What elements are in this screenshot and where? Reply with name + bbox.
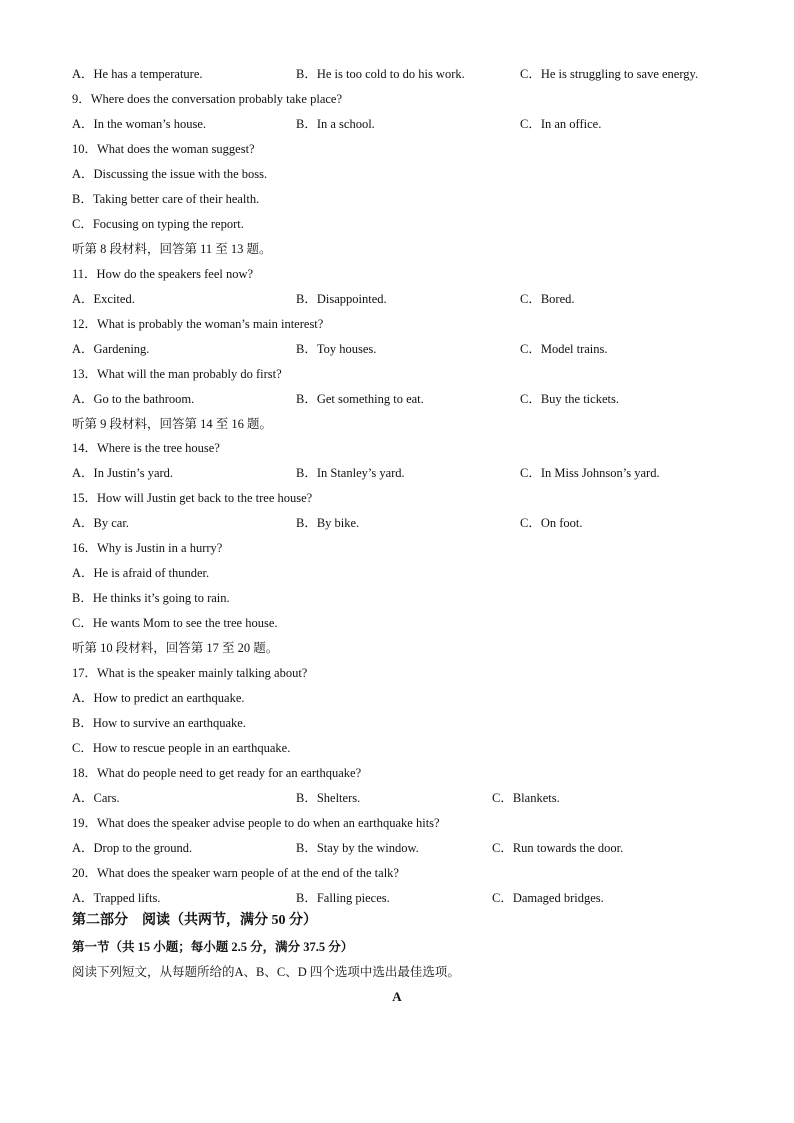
section-intro-9: 听第 9 段材料，回答第 14 至 16 题。 bbox=[72, 417, 273, 431]
q19-option-b: B．Stay by the window. bbox=[296, 841, 419, 855]
passage-label: A bbox=[392, 989, 402, 1004]
q12-option-b: B．Toy houses. bbox=[296, 342, 377, 356]
q12-stem: 12．What is probably the woman’s main interest? bbox=[72, 317, 324, 331]
q12-option-c: C．Model trains. bbox=[520, 342, 608, 356]
q20-option-b: B．Falling pieces. bbox=[296, 891, 390, 905]
q15-option-c: C．On foot. bbox=[520, 516, 583, 530]
q15-option-b: B．By bike. bbox=[296, 516, 360, 530]
q18-option-b: B．Shelters. bbox=[296, 791, 361, 805]
q20-option-c: C．Damaged bridges. bbox=[492, 891, 604, 905]
q9-option-b: B．In a school. bbox=[296, 117, 375, 131]
part2-title: 第二部分 阅读（共两节，满分 50 分） bbox=[72, 913, 317, 928]
q16-option-b: B．He thinks it’s going to rain. bbox=[72, 591, 230, 605]
q19-stem: 19．What does the speaker advise people to do when an earthquake hits? bbox=[72, 816, 440, 830]
q10-option-b: B．Taking better care of their health. bbox=[72, 192, 260, 206]
q17-option-c: C．How to rescue people in an earthquake. bbox=[72, 741, 291, 755]
q8-option-a: A．He has a temperature. bbox=[72, 67, 203, 81]
q17-stem: 17．What is the speaker mainly talking about? bbox=[72, 666, 308, 680]
q11-option-a: A．Excited. bbox=[72, 292, 135, 306]
q13-option-b: B．Get something to eat. bbox=[296, 392, 424, 406]
q13-option-c: C．Buy the tickets. bbox=[520, 392, 619, 406]
q16-option-a: A．He is afraid of thunder. bbox=[72, 566, 210, 580]
q19-option-a: A．Drop to the ground. bbox=[72, 841, 193, 855]
section1-title: 第一节（共 15 小题；每小题 2.5 分，满分 37.5 分） bbox=[72, 940, 354, 954]
q15-option-a: A．By car. bbox=[72, 516, 129, 530]
q18-option-a: A．Cars. bbox=[72, 791, 120, 805]
q15-stem: 15．How will Justin get back to the tree house? bbox=[72, 491, 313, 505]
q14-option-b: B．In Stanley’s yard. bbox=[296, 466, 405, 480]
reading-instruction: 阅读下列短文，从每题所给的A、B、C、D 四个选项中选出最佳选项。 bbox=[72, 965, 460, 979]
q20-stem: 20．What does the speaker warn people of at the end of the talk? bbox=[72, 866, 399, 880]
q16-stem: 16．Why is Justin in a hurry? bbox=[72, 541, 223, 555]
q8-option-b: B．He is too cold to do his work. bbox=[296, 67, 465, 81]
q13-option-a: A．Go to the bathroom. bbox=[72, 392, 195, 406]
q11-stem: 11．How do the speakers feel now? bbox=[72, 267, 254, 281]
q17-option-a: A．How to predict an earthquake. bbox=[72, 691, 245, 705]
q9-option-c: C．In an office. bbox=[520, 117, 602, 131]
q19-option-c: C．Run towards the door. bbox=[492, 841, 624, 855]
section-intro-8: 听第 8 段材料，回答第 11 至 13 题。 bbox=[72, 242, 272, 256]
q16-option-c: C．He wants Mom to see the tree house. bbox=[72, 616, 278, 630]
q8-option-c: C．He is struggling to save energy. bbox=[520, 67, 699, 81]
q10-stem: 10．What does the woman suggest? bbox=[72, 142, 255, 156]
q18-stem: 18．What do people need to get ready for an earthquake? bbox=[72, 766, 362, 780]
section-intro-10: 听第 10 段材料，回答第 17 至 20 题。 bbox=[72, 641, 279, 655]
q12-option-a: A．Gardening. bbox=[72, 342, 150, 356]
q10-option-a: A．Discussing the issue with the boss. bbox=[72, 167, 268, 181]
q14-option-a: A．In Justin’s yard. bbox=[72, 466, 174, 480]
q20-option-a: A．Trapped lifts. bbox=[72, 891, 161, 905]
q10-option-c: C．Focusing on typing the report. bbox=[72, 217, 244, 231]
q11-option-c: C．Bored. bbox=[520, 292, 575, 306]
q9-stem: 9．Where does the conversation probably take place? bbox=[72, 92, 343, 106]
q13-stem: 13．What will the man probably do first? bbox=[72, 367, 282, 381]
q9-option-a: A．In the woman’s house. bbox=[72, 117, 207, 131]
q17-option-b: B．How to survive an earthquake. bbox=[72, 716, 246, 730]
q14-stem: 14．Where is the tree house? bbox=[72, 441, 220, 455]
q11-option-b: B．Disappointed. bbox=[296, 292, 387, 306]
q18-option-c: C．Blankets. bbox=[492, 791, 560, 805]
q14-option-c: C．In Miss Johnson’s yard. bbox=[520, 466, 660, 480]
